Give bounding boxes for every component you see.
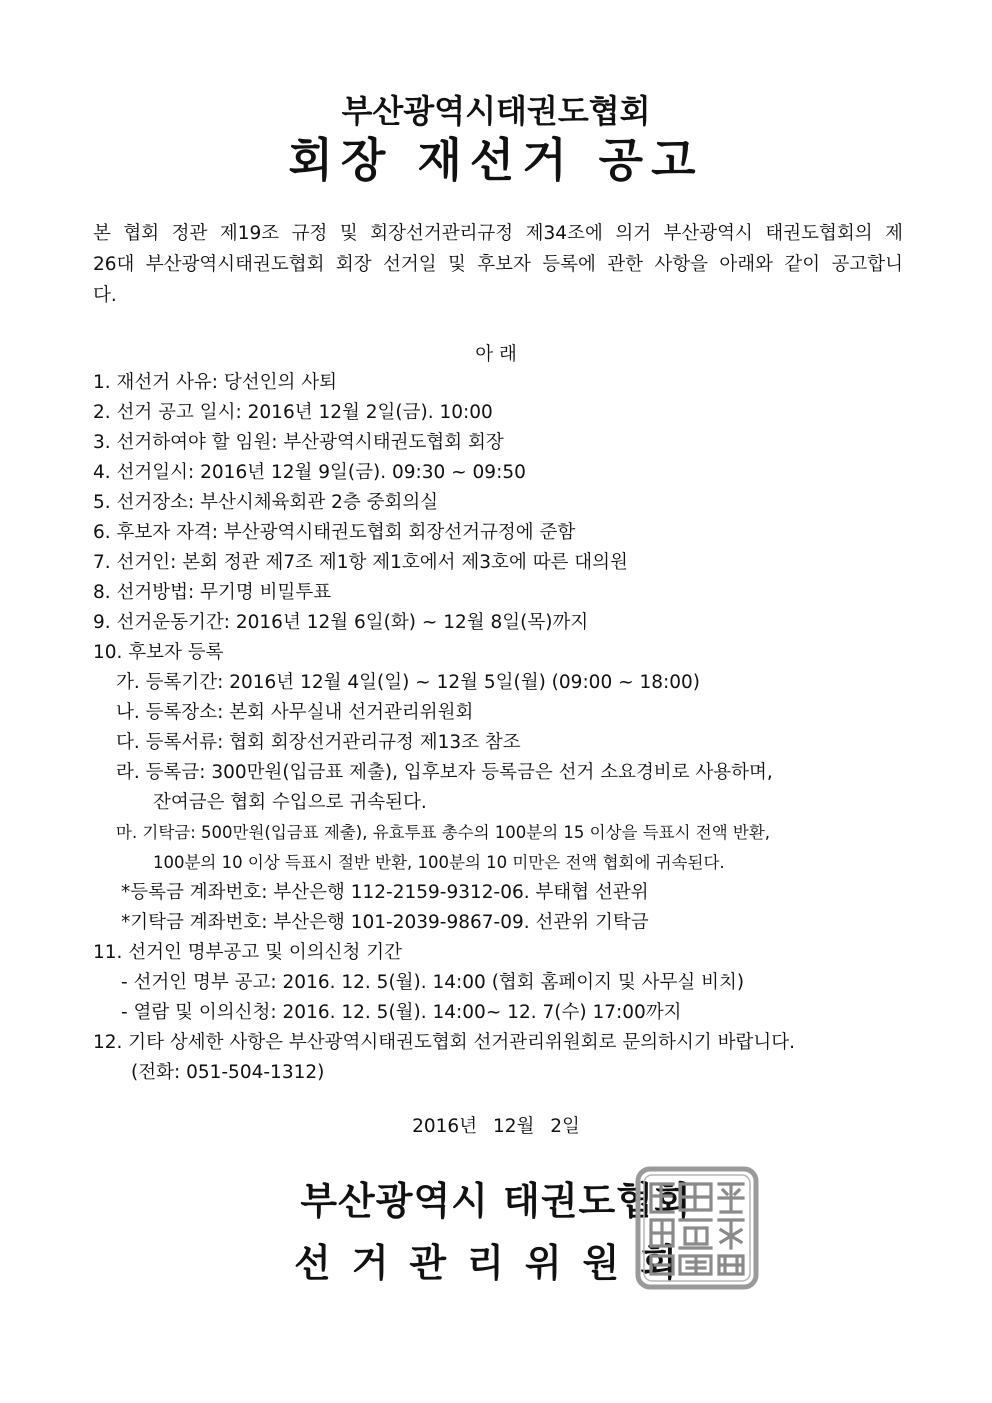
voter-list-notice: - 선거인 명부 공고: 2016. 12. 5(월). 14:00 (협회 홈페이지 및 사무실 비치) (121, 972, 745, 993)
section-label: 아 래 (475, 344, 517, 365)
org-title: 부산광역시태권도협회 (341, 92, 651, 130)
registration-fee: 라. 등록금: 300만원(입금표 제출), 입후보자 등록금은 선거 소요경비로 사용하며, (116, 762, 773, 783)
deposit-line-cont: 100분의 10 이상 득표시 절반 반환, 100분의 10 미만은 전액 협회에 귀속된다. (153, 853, 725, 872)
list-item: 7. 선거인: 본회 정관 제7조 제1항 제1호에서 제3호에 따른 대의원 (93, 552, 628, 573)
list-item: 2. 선거 공고 일시: 2016년 12월 2일(금). 10:00 (93, 402, 493, 423)
notice-items (93, 368, 913, 1088)
deposit-line: 마. 기탁금: 500만원(입금표 제출), 유효투표 총수의 100분의 15 이상을 득표시 전액 반환, (116, 823, 771, 842)
fee-account: *등록금 계좌번호: 부산은행 112-2159-9312-06. 부태협 선관위 (121, 882, 649, 903)
org-name: 부산광역시 태권도협회 (300, 1178, 692, 1223)
official-seal-icon (635, 1166, 759, 1290)
objection-period: - 열람 및 이의신청: 2016. 12. 5(월). 14:00~ 12. 7(수) 17:00까지 (121, 1002, 682, 1023)
list-item: 3. 선거하여야 할 임원: 부산광역시태권도협회 회장 (93, 432, 504, 453)
list-item: 10. 후보자 등록 (93, 642, 224, 663)
list-item: 1. 재선거 사유: 당선인의 사퇴 (93, 372, 337, 393)
notice-title: 회장 재선거 공고 (288, 133, 704, 187)
list-item: 11. 선거인 명부공고 및 이의신청 기간 (93, 942, 403, 963)
registration-fee-cont: 잔여금은 협회 수입으로 귀속된다. (153, 792, 427, 813)
list-item: 4. 선거일시: 2016년 12월 9일(금). 09:30 ~ 09:50 (93, 462, 526, 483)
list-item: 6. 후보자 자격: 부산광역시태권도협회 회장선거규정에 준함 (93, 522, 576, 543)
notice-date: 2016년 12월 2일 (412, 1116, 580, 1137)
registration-place: 나. 등록장소: 본회 사무실내 선거관리위원회 (116, 702, 474, 723)
phone-number: (전화: 051-504-1312) (131, 1062, 325, 1083)
list-item: 5. 선거장소: 부산시체육회관 2층 중회의실 (93, 492, 439, 513)
registration-documents: 다. 등록서류: 협회 회장선거관리규정 제13조 참조 (116, 732, 521, 753)
intro-paragraph: 본 협회 정관 제19조 규정 및 회장선거관리규정 제34조에 의거 부산광역시 태권도협회의 제26대 부산광역시태권도협회 회장 선거일 및 후보자 등록에 관한 사항을 아래와 같이 공고합니다. (93, 223, 903, 306)
list-item: 12. 기타 상세한 사항은 부산광역시태권도협회 선거관리위원회로 문의하시기 바랍니다. (93, 1032, 795, 1053)
list-item: 8. 선거방법: 무기명 비밀투표 (93, 582, 332, 603)
deposit-account: *기탁금 계좌번호: 부산은행 101-2039-9867-09. 선관위 기탁금 (121, 912, 649, 933)
list-item: 9. 선거운동기간: 2016년 12월 6일(화) ~ 12월 8일(목)까지 (93, 612, 589, 633)
registration-period: 가. 등록기간: 2016년 12월 4일(일) ~ 12월 5일(월) (09:00 ~ 18:00) (116, 672, 701, 693)
committee-name: 선거관리위원회 (294, 1240, 698, 1285)
